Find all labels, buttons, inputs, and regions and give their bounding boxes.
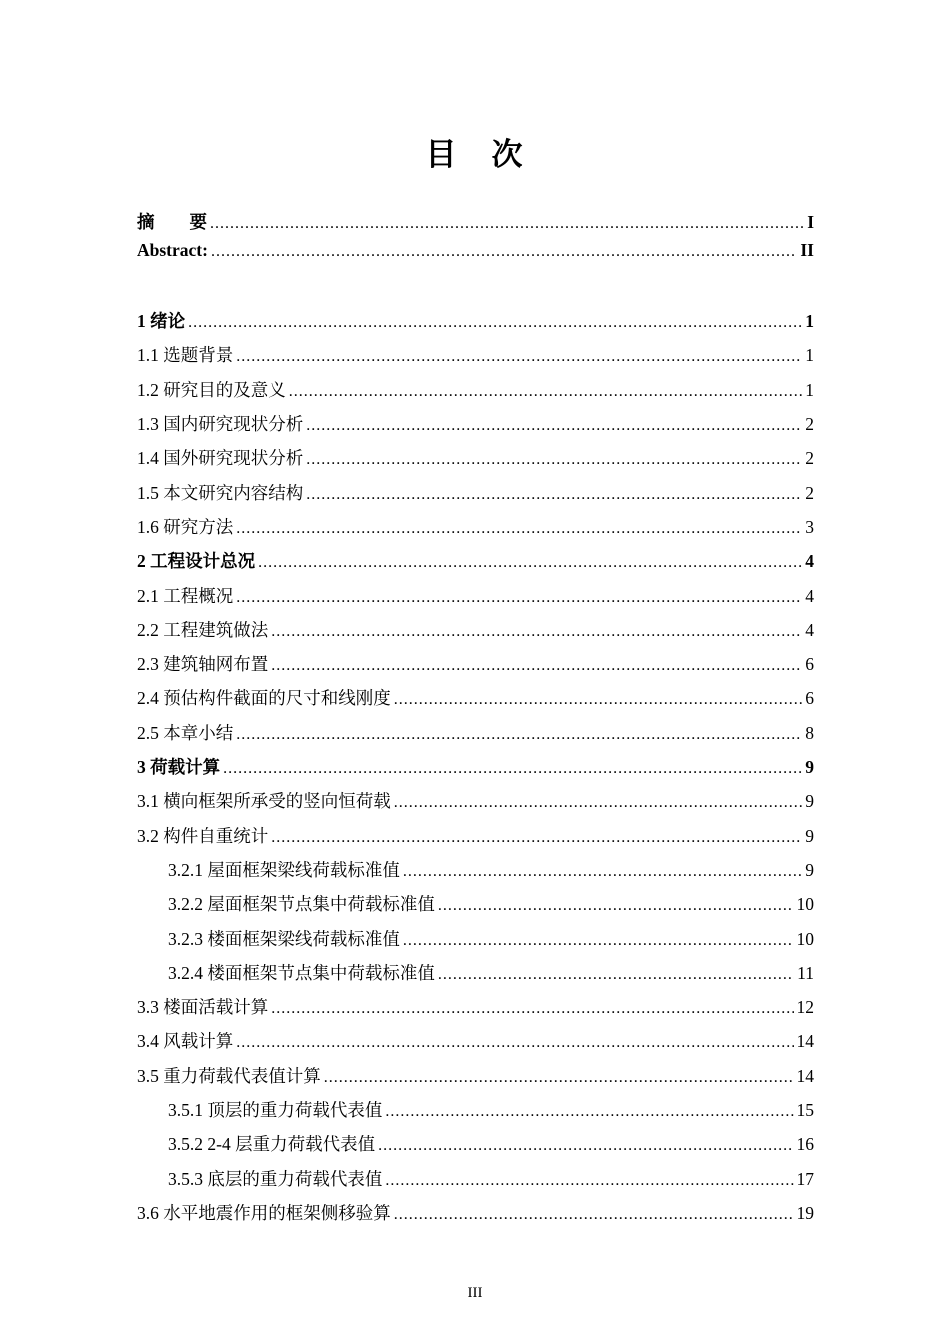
toc-entry-page: 15 (796, 1100, 814, 1121)
toc-entry-label: 3.2.3 楼面框架梁线荷载标准值 (168, 928, 400, 949)
toc-entry-label: 1.5 本文研究内容结构 (137, 482, 304, 503)
toc-entry-label: 2 工程设计总况 (137, 551, 256, 572)
toc-entry (137, 891, 814, 925)
toc-leader-dots (385, 1100, 793, 1121)
toc-entry-page: 17 (796, 1168, 814, 1189)
toc-entry (137, 240, 814, 271)
toc-entry (137, 1200, 814, 1234)
toc-leader-dots (236, 517, 802, 538)
toc-entry-label: 3.2 构件自重统计 (137, 825, 269, 846)
toc-entry (137, 445, 814, 479)
toc-entry (137, 209, 814, 240)
toc-entry (137, 342, 814, 376)
toc-entry-page: 9 (805, 859, 814, 880)
toc-entry (137, 651, 814, 685)
toc-entry-label: 2.5 本章小结 (137, 722, 234, 743)
toc-entry (137, 823, 814, 857)
toc-leader-dots (306, 448, 802, 469)
toc-entry-page: 14 (796, 1031, 814, 1052)
toc-leader-dots (394, 1203, 794, 1224)
toc-entry (137, 960, 814, 994)
toc-entry-label: Abstract: (137, 240, 208, 261)
toc-entry (137, 788, 814, 822)
toc-entry-page: 12 (796, 997, 814, 1018)
toc-entry (137, 548, 814, 582)
toc-entry-label: 1.2 研究目的及意义 (137, 379, 286, 400)
toc-entry (137, 1131, 814, 1165)
toc-leader-dots (258, 551, 802, 572)
toc-entry-label: 3.2.1 屋面框架梁线荷载标准值 (168, 859, 400, 880)
toc-leader-dots (211, 240, 797, 261)
toc-chapters-section (137, 308, 814, 1234)
toc-entry-page: 3 (805, 516, 814, 537)
toc-entry-label: 3.4 风载计算 (137, 1031, 234, 1052)
toc-leader-dots (236, 586, 802, 607)
toc-entry-page: 19 (796, 1202, 814, 1223)
toc-leader-dots (271, 620, 802, 641)
toc-entry (137, 1097, 814, 1131)
toc-entry-page: 6 (805, 654, 814, 675)
toc-entry (137, 514, 814, 548)
toc-leader-dots (438, 894, 794, 915)
page-title: 目 次 (425, 137, 525, 172)
toc-entry-page: 1 (805, 311, 814, 332)
toc-entry (137, 926, 814, 960)
toc-leader-dots (289, 380, 803, 401)
toc-entry-label: 3.6 水平地震作用的框架侧移验算 (137, 1202, 391, 1223)
toc-entry-page: 10 (796, 894, 814, 915)
toc-front-matter-section (137, 209, 814, 271)
toc-entry (137, 617, 814, 651)
toc-entry-page: 2 (805, 448, 814, 469)
toc-entry-label: 2.1 工程概况 (137, 585, 234, 606)
toc-entry-page: 8 (805, 722, 814, 743)
toc-entry-label: 1.3 国内研究现状分析 (137, 414, 304, 435)
toc-entry (137, 857, 814, 891)
toc-entry-label: 2.4 预估构件截面的尺寸和线刚度 (137, 688, 391, 709)
toc-entry (137, 583, 814, 617)
toc-entry-page: 2 (805, 482, 814, 503)
toc-entry (137, 720, 814, 754)
toc-entry-page: 11 (797, 962, 814, 983)
toc-entry-page: 1 (805, 345, 814, 366)
toc-leader-dots (324, 1066, 794, 1087)
toc-leader-dots (403, 929, 794, 950)
toc-entry-label: 3.5 重力荷载代表值计算 (137, 1065, 321, 1086)
toc-leader-dots (188, 311, 802, 332)
toc-entry (137, 754, 814, 788)
toc-entry-page: 4 (805, 619, 814, 640)
toc-leader-dots (271, 826, 802, 847)
toc-entry-label: 摘 要 (137, 212, 207, 233)
toc-leader-dots (394, 688, 803, 709)
toc-leader-dots (223, 757, 802, 778)
toc-entry-label: 3.3 楼面活载计算 (137, 997, 269, 1018)
toc-entry-label: 3.5.1 顶层的重力荷载代表值 (168, 1100, 383, 1121)
toc-entry (137, 1063, 814, 1097)
toc-entry-page: II (800, 240, 814, 261)
toc-entry-page: 6 (805, 688, 814, 709)
toc-entry (137, 308, 814, 342)
toc-entry-label: 1.6 研究方法 (137, 516, 234, 537)
toc-leader-dots (236, 1031, 793, 1052)
toc-entry-page: 1 (805, 379, 814, 400)
toc-entry-label: 3.1 横向框架所承受的竖向恒荷载 (137, 791, 391, 812)
toc-entry-label: 3 荷载计算 (137, 757, 221, 778)
toc-entry-label: 3.5.2 2-4 层重力荷载代表值 (168, 1134, 376, 1155)
footer-page-number: III (467, 1285, 483, 1301)
toc-entry-label: 3.5.3 底层的重力荷载代表值 (168, 1168, 383, 1189)
toc-entry-page: 9 (805, 791, 814, 812)
toc-entry-label: 2.3 建筑轴网布置 (137, 654, 269, 675)
table-of-contents (137, 209, 814, 1234)
toc-leader-dots (236, 345, 802, 366)
toc-entry-label: 3.2.2 屋面框架节点集中荷载标准值 (168, 894, 435, 915)
toc-entry-page: 2 (805, 414, 814, 435)
toc-leader-dots (394, 791, 803, 812)
toc-entry-page: 9 (805, 757, 814, 778)
toc-leader-dots (385, 1169, 793, 1190)
toc-entry-page: 4 (805, 551, 814, 572)
toc-entry-page: 10 (796, 928, 814, 949)
toc-leader-dots (306, 483, 802, 504)
toc-leader-dots (271, 997, 793, 1018)
toc-entry-label: 1.1 选题背景 (137, 345, 234, 366)
toc-entry-page: 9 (805, 825, 814, 846)
toc-entry (137, 1166, 814, 1200)
toc-leader-dots (403, 860, 802, 881)
toc-entry-page: I (807, 212, 814, 233)
toc-entry-label: 1.4 国外研究现状分析 (137, 448, 304, 469)
toc-entry-label: 3.2.4 楼面框架节点集中荷载标准值 (168, 962, 435, 983)
toc-entry (137, 377, 814, 411)
toc-leader-dots (378, 1134, 793, 1155)
toc-entry-page: 4 (805, 585, 814, 606)
toc-entry (137, 411, 814, 445)
toc-leader-dots (438, 963, 794, 984)
toc-entry (137, 685, 814, 719)
toc-entry-label: 2.2 工程建筑做法 (137, 619, 269, 640)
toc-entry-page: 14 (796, 1065, 814, 1086)
toc-entry (137, 1028, 814, 1062)
toc-leader-dots (271, 654, 802, 675)
toc-entry (137, 480, 814, 514)
toc-entry-page: 16 (796, 1134, 814, 1155)
toc-entry-label: 1 绪论 (137, 311, 186, 332)
toc-entry (137, 994, 814, 1028)
toc-leader-dots (210, 212, 804, 233)
toc-leader-dots (236, 723, 802, 744)
toc-leader-dots (306, 414, 802, 435)
